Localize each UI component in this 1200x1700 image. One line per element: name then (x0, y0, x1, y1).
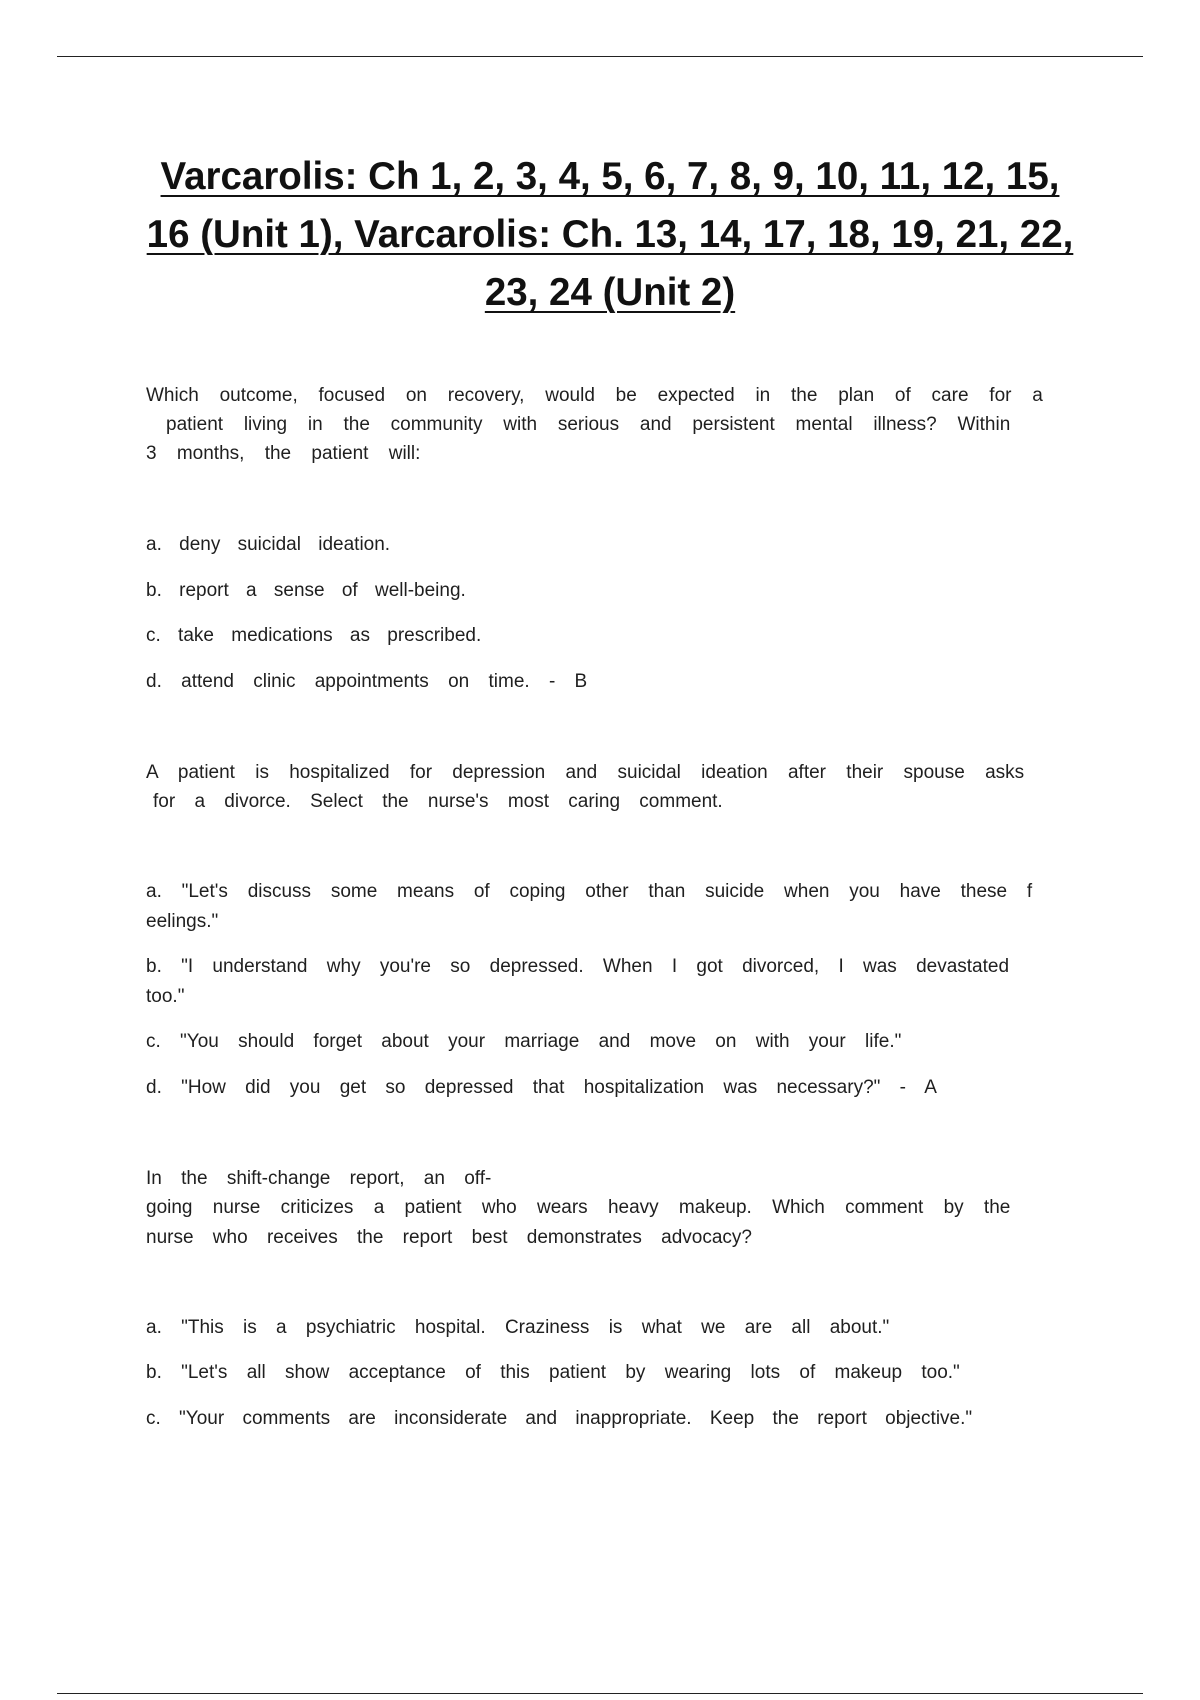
answer-option: c. "Your comments are inconsiderate and inappropriate. Keep the report objective." (146, 1408, 973, 1429)
document-title (130, 148, 1090, 322)
answer-option: d. "How did you get so depressed that hospitalization was necessary?" - A (146, 1077, 937, 1098)
question-stem-line: In the shift-change report, an off- (146, 1168, 492, 1189)
header-rule (57, 56, 1143, 57)
footer-rule (57, 1693, 1143, 1694)
answer-option-continuation: eelings." (146, 911, 219, 932)
title-line: 16 (Unit 1), Varcarolis: Ch. 13, 14, 17, 18, 19, 21, 22, (146, 213, 1074, 256)
answer-option: a. deny suicidal ideation. (146, 534, 391, 555)
title-line: 23, 24 (Unit 2) (484, 271, 736, 314)
answer-option: a. "Let's discuss some means of coping other than suicide when you have these f (146, 881, 1033, 902)
answer-option: b. "I understand why you're so depressed. When I got divorced, I was devastated (146, 956, 1010, 977)
question-stem-line: Which outcome, focused on recovery, would be expected in the plan of care for a (146, 385, 1043, 406)
answer-option: a. "This is a psychiatric hospital. Craziness is what we are all about." (146, 1317, 890, 1338)
answer-option: b. report a sense of well-being. (146, 580, 466, 601)
answer-option-continuation: too." (146, 986, 185, 1007)
answer-option: c. take medications as prescribed. (146, 625, 482, 646)
question-stem-line: A patient is hospitalized for depression and suicidal ideation after their spouse asks (146, 762, 1025, 783)
answer-option: b. "Let's all show acceptance of this patient by wearing lots of makeup too." (146, 1362, 960, 1383)
question-stem-line: 3 months, the patient will: (146, 443, 421, 464)
question-stem-line: going nurse criticizes a patient who wears heavy makeup. Which comment by the (146, 1197, 1011, 1218)
title-line: Varcarolis: Ch 1, 2, 3, 4, 5, 6, 7, 8, 9, 10, 11, 12, 15, (160, 155, 1060, 198)
answer-option: d. attend clinic appointments on time. - B (146, 671, 588, 692)
question-stem-line: nurse who receives the report best demonstrates advocacy? (146, 1227, 752, 1248)
question-stem-line: for a divorce. Select the nurse's most caring comment. (153, 791, 723, 812)
question-stem-line: patient living in the community with serious and persistent mental illness? Within (166, 414, 1011, 435)
answer-option: c. "You should forget about your marriage and move on with your life." (146, 1031, 902, 1052)
